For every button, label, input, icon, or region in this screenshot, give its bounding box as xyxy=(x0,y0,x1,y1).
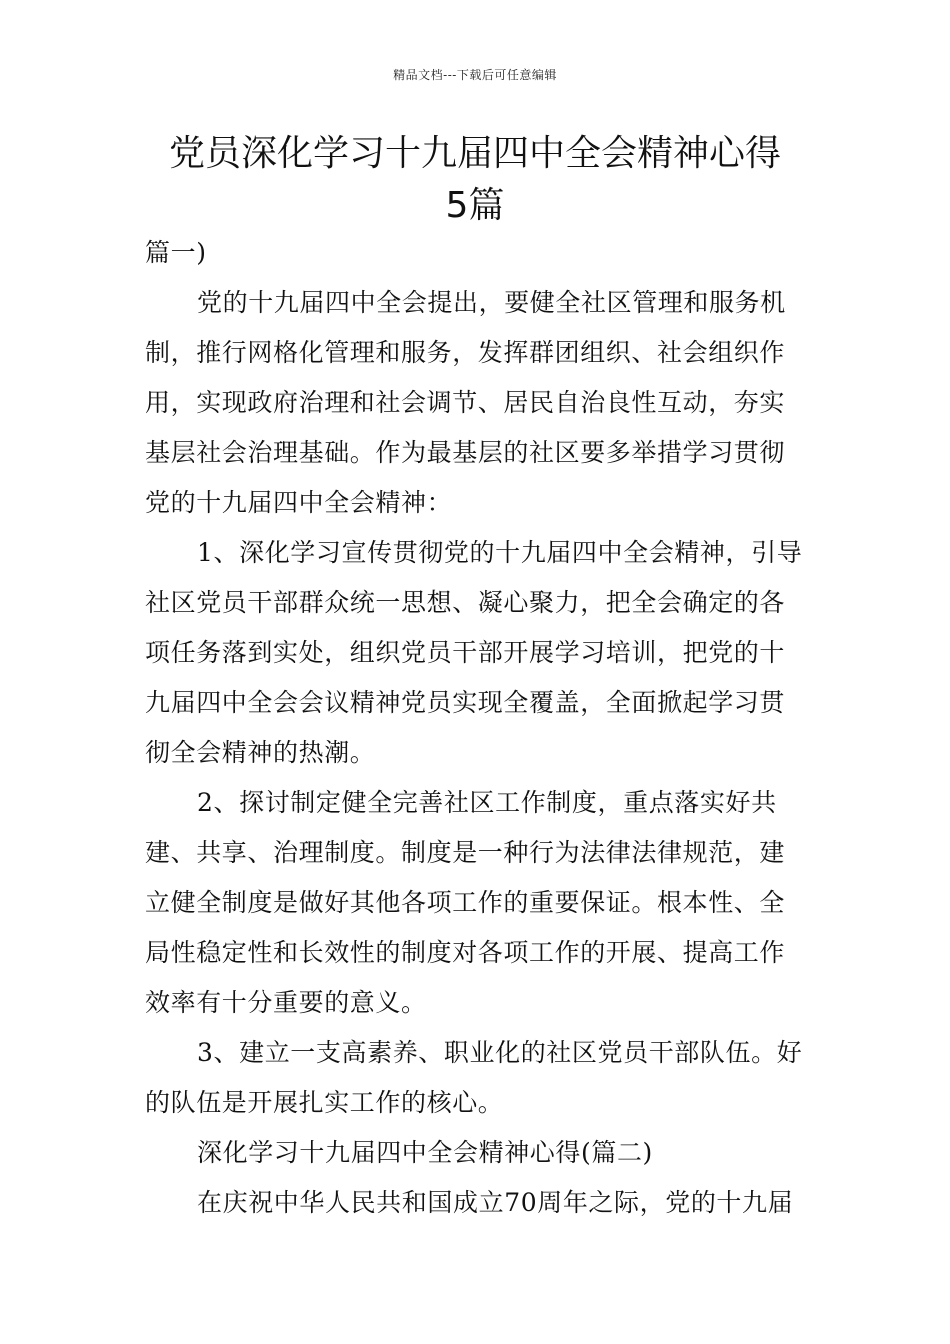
document-title xyxy=(95,128,855,232)
paragraph-point-1: 1、深化学习宣传贯彻党的十九届四中全会精神，引导社区党员干部群众统一思想、凝心聚力，把全会确定的各项任务落到实处，组织党员干部开展学习培训，把党的十九届四中全会会议精神党员实现全覆盖，全面掀起学习贯彻全会精神的热潮。 xyxy=(145,538,803,767)
paragraph-section-2-start: 在庆祝中华人民共和国成立70周年之际，党的十九届 xyxy=(197,1188,794,1217)
document-body xyxy=(145,228,810,1228)
section-heading-2: 深化学习十九届四中全会精神心得(篇二) xyxy=(197,1138,653,1167)
paragraph-intro: 党的十九届四中全会提出，要健全社区管理和服务机制，推行网格化管理和服务，发挥群团组织、社会组织作用，实现政府治理和社会调节、居民自治良性互动，夯实基层社会治理基础。作为最基层的社区要多举措学习贯彻党的十九届四中全会精神： xyxy=(145,288,786,517)
paragraph-point-3: 3、建立一支高素养、职业化的社区党员干部队伍。好的队伍是开展扎实工作的核心。 xyxy=(145,1038,803,1117)
section-label: 篇一) xyxy=(145,238,207,267)
paragraph-point-2: 2、探讨制定健全完善社区工作制度，重点落实好共建、共享、治理制度。制度是一种行为法律法律规范，建立健全制度是做好其他各项工作的重要保证。根本性、全局性稳定性和长效性的制度对各项工作的开展、提高工作效率有十分重要的意义。 xyxy=(145,788,786,1017)
header-note: 精品文档---下载后可任意编辑 xyxy=(393,68,557,82)
title-line-1: 党员深化学习十九届四中全会精神心得 xyxy=(168,133,781,174)
title-line-2: 5篇 xyxy=(445,185,505,226)
